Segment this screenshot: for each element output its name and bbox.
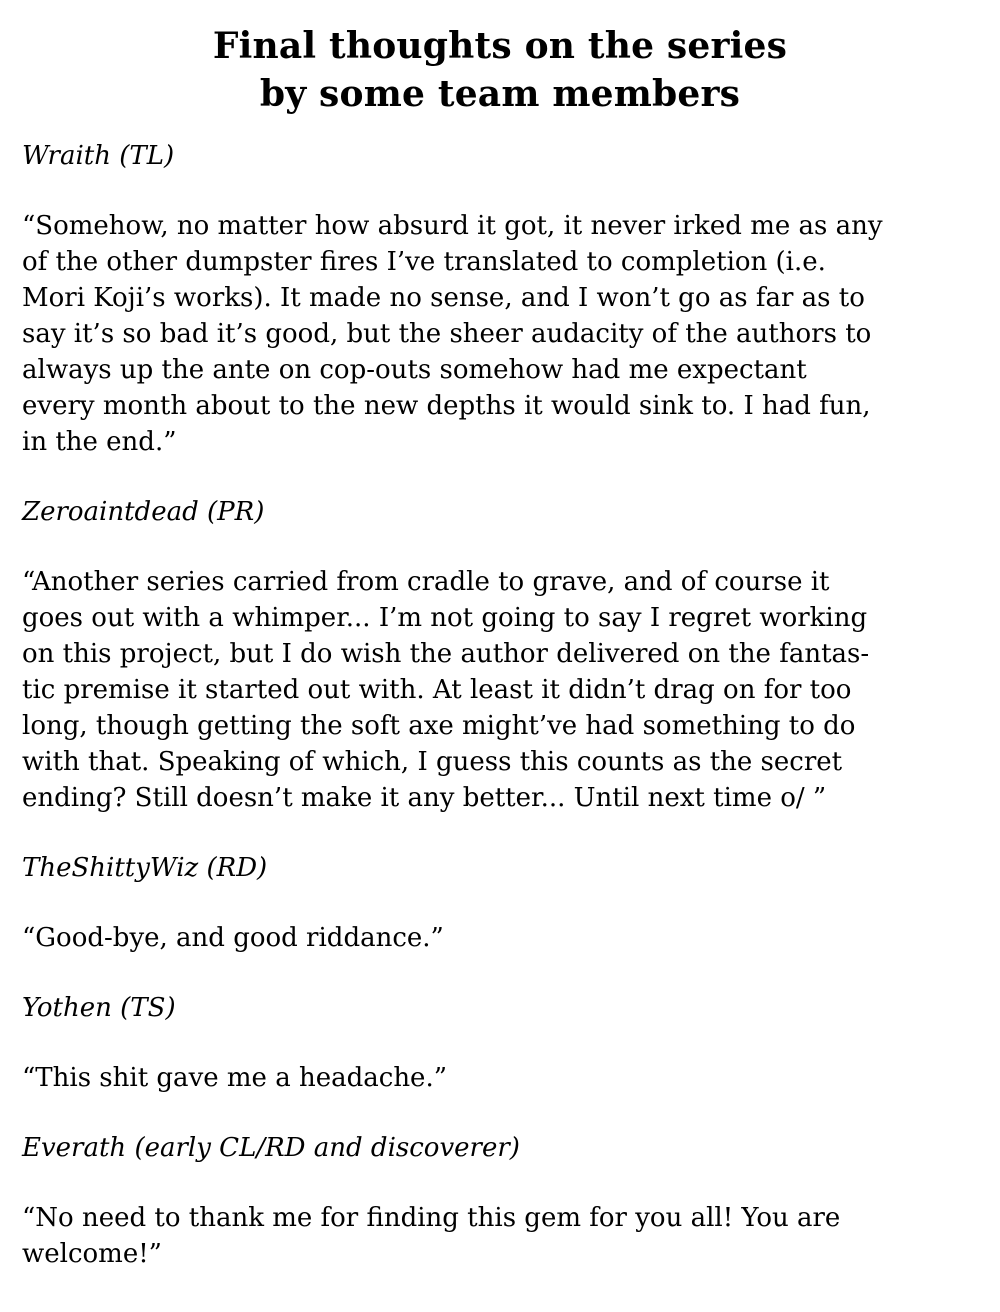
page-title [22, 22, 978, 118]
author-name: Zeroaintdead (PR) [22, 497, 265, 527]
author-name: Wraith (TL) [22, 141, 175, 171]
author-quote: “Somehow, no matter how absurd it got, it never irked me as any of the other dumpster fires I’ve translated to completion (i.e. Mori Koji’s works). It made no sense, and I won’t go as far as to say it’s so bad it’s good, but the sheer audacity of the authors to always up the ante on cop-outs somehow had me expectant every month about to the new depths it would sink to. I had fun, in the end.” [22, 211, 883, 457]
author-name: Everath (early CL/RD and discoverer) [22, 1133, 520, 1163]
author-quote: “No need to thank me for finding this gem for you all! You are welcome!” [22, 1203, 841, 1269]
author-name: Yothen (TS) [22, 993, 176, 1023]
entry-everath [22, 1130, 978, 1272]
title-line-2: by some team members [259, 73, 741, 115]
author-name: TheShittyWiz (RD) [22, 853, 268, 883]
title-line-1: Final thoughts on the series [212, 25, 788, 67]
author-quote: “This shit gave me a headache.” [22, 1063, 448, 1093]
entry-theshittywiz [22, 850, 978, 956]
entry-wraith [22, 138, 978, 460]
author-quote: “Good-bye, and good riddance.” [22, 923, 444, 953]
entry-yothen [22, 990, 978, 1096]
entry-zeroaintdead [22, 494, 978, 816]
author-quote: “Another series carried from cradle to grave, and of course it goes out with a whimper... I’m not going to say I regret working on this project, but I do wish the author delivered on the fantas- tic premise it started out with. At least it didn’t drag on for too long, though getting the soft axe might’ve had something to do with that. Speaking of which, I guess this counts as the secret ending? Still doesn’t make it any better... Until next time o/ ” [22, 567, 870, 813]
